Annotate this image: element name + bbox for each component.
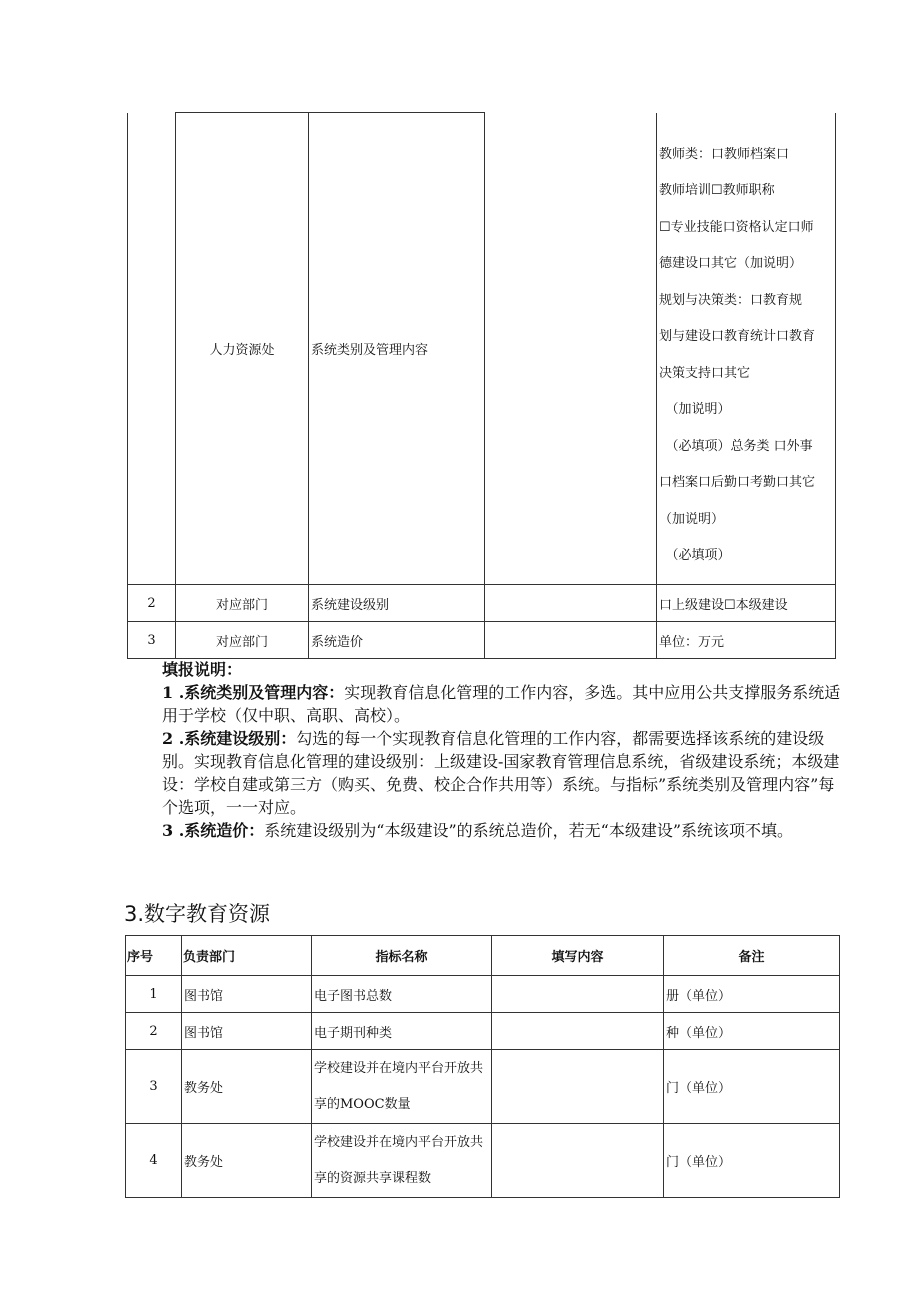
remarks-cell — [657, 113, 836, 585]
note-text: 系统建设级别为“本级建设”的系统总造价，若无“本级建设”系统该项不填。 — [264, 821, 794, 840]
remarks-cell: 门（单位） — [664, 1124, 840, 1198]
dept-cell: 教务处 — [182, 1124, 312, 1198]
dept-cell: 人力资源处 — [176, 113, 309, 585]
remarks-cell: 种（单位） — [664, 1013, 840, 1050]
resources-table — [125, 935, 840, 1198]
row-number: 2 — [128, 585, 176, 622]
option-line: ☐专业技能口资格认定口师 — [659, 219, 814, 235]
note-label: 3 .系统造价： — [162, 821, 265, 840]
indicator-cell: 电子期刊种类 — [312, 1013, 492, 1050]
dept-cell: 图书馆 — [182, 976, 312, 1013]
note-item — [162, 727, 842, 819]
table-row — [126, 976, 840, 1013]
option-line: （必填项） — [659, 548, 731, 563]
option-line: 规划与决策类：口教育规 — [659, 292, 803, 308]
note-item — [162, 819, 842, 842]
remarks-cell: 册（单位） — [664, 976, 840, 1013]
row-number: 2 — [126, 1013, 182, 1050]
dept-cell: 教务处 — [182, 1050, 312, 1124]
remarks-cell: 口上级建设☐本级建设 — [657, 585, 836, 622]
content-cell[interactable] — [485, 622, 657, 659]
note-label: 2 .系统建设级别： — [162, 729, 297, 748]
option-line: 德建设口其它（加说明） — [659, 256, 803, 271]
note-text: 实现教育信息化管理的工作内容，多选。其中应用公共支撑服务系统适用于学校（仅中职、高职、高校）。 — [162, 683, 841, 725]
remarks-cell: 门（单位） — [664, 1050, 840, 1124]
header-dept: 负责部门 — [182, 936, 312, 976]
note-text: 勾选的每一个实现教育信息化管理的工作内容，都需要选择该系统的建设级别。实现教育信息化管理的建设级别：上级建设-国家教育管理信息系统，省级建设系统；本级建设：学校自建或第三方（购买、免费、校企合作共用等）系统。与指标”系统类别及管理内容”每个选项，一一对应。 — [162, 729, 840, 817]
row-number: 3 — [126, 1050, 182, 1124]
section-heading: 3.数字教育资源 — [124, 902, 271, 926]
table-row — [128, 622, 836, 659]
option-line: 教师培训☐教师职称 — [659, 183, 775, 198]
notes-title: 填报说明： — [162, 660, 243, 679]
content-cell[interactable] — [492, 976, 664, 1013]
dept-cell: 对应部门 — [176, 622, 309, 659]
content-cell[interactable] — [492, 1124, 664, 1198]
table-row — [126, 1050, 840, 1124]
header-indicator: 指标名称 — [312, 936, 492, 976]
header-content: 填写内容 — [492, 936, 664, 976]
header-remarks: 备注 — [664, 936, 840, 976]
indicator-cell: 电子图书总数 — [312, 976, 492, 1013]
table-row — [126, 1124, 840, 1198]
content-cell[interactable] — [492, 1013, 664, 1050]
fill-instructions — [162, 658, 842, 842]
content-cell[interactable] — [485, 585, 657, 622]
header-no: 序号 — [126, 936, 182, 976]
indicator-cell: 系统造价 — [309, 622, 485, 659]
remarks-cell: 单位：万元 — [657, 622, 836, 659]
option-line: 口档案口后勤口考勤口其它 — [659, 475, 816, 490]
dept-cell: 对应部门 — [176, 585, 309, 622]
row-number: 1 — [126, 976, 182, 1013]
header-row — [126, 936, 840, 976]
indicator-cell: 系统类别及管理内容 — [309, 113, 485, 585]
option-line: （加说明） — [659, 511, 725, 527]
row-number: 3 — [128, 622, 176, 659]
content-cell[interactable] — [492, 1050, 664, 1124]
table-row — [128, 585, 836, 622]
note-item — [162, 681, 842, 727]
system-table — [127, 112, 836, 659]
option-line: （加说明） — [659, 402, 731, 417]
indicator-cell: 系统建设级别 — [309, 585, 485, 622]
dept-cell: 图书馆 — [182, 1013, 312, 1050]
option-line: （必填项）总务类 口外事 — [659, 438, 813, 454]
option-line: 划与建设口教育统计口教育 — [659, 329, 816, 344]
content-cell[interactable] — [485, 113, 657, 585]
row-number — [128, 113, 176, 585]
table-row — [126, 1013, 840, 1050]
option-line: 决策支持口其它 — [659, 365, 751, 381]
indicator-cell: 学校建设并在境内平台开放共享的资源共享课程数 — [312, 1124, 492, 1198]
row-number: 4 — [126, 1124, 182, 1198]
option-line: 教师类：口教师档案口 — [659, 146, 790, 162]
indicator-cell: 学校建设并在境内平台开放共享的MOOC数量 — [312, 1050, 492, 1124]
note-label: 1 .系统类别及管理内容： — [162, 683, 345, 702]
table-row — [128, 113, 836, 585]
